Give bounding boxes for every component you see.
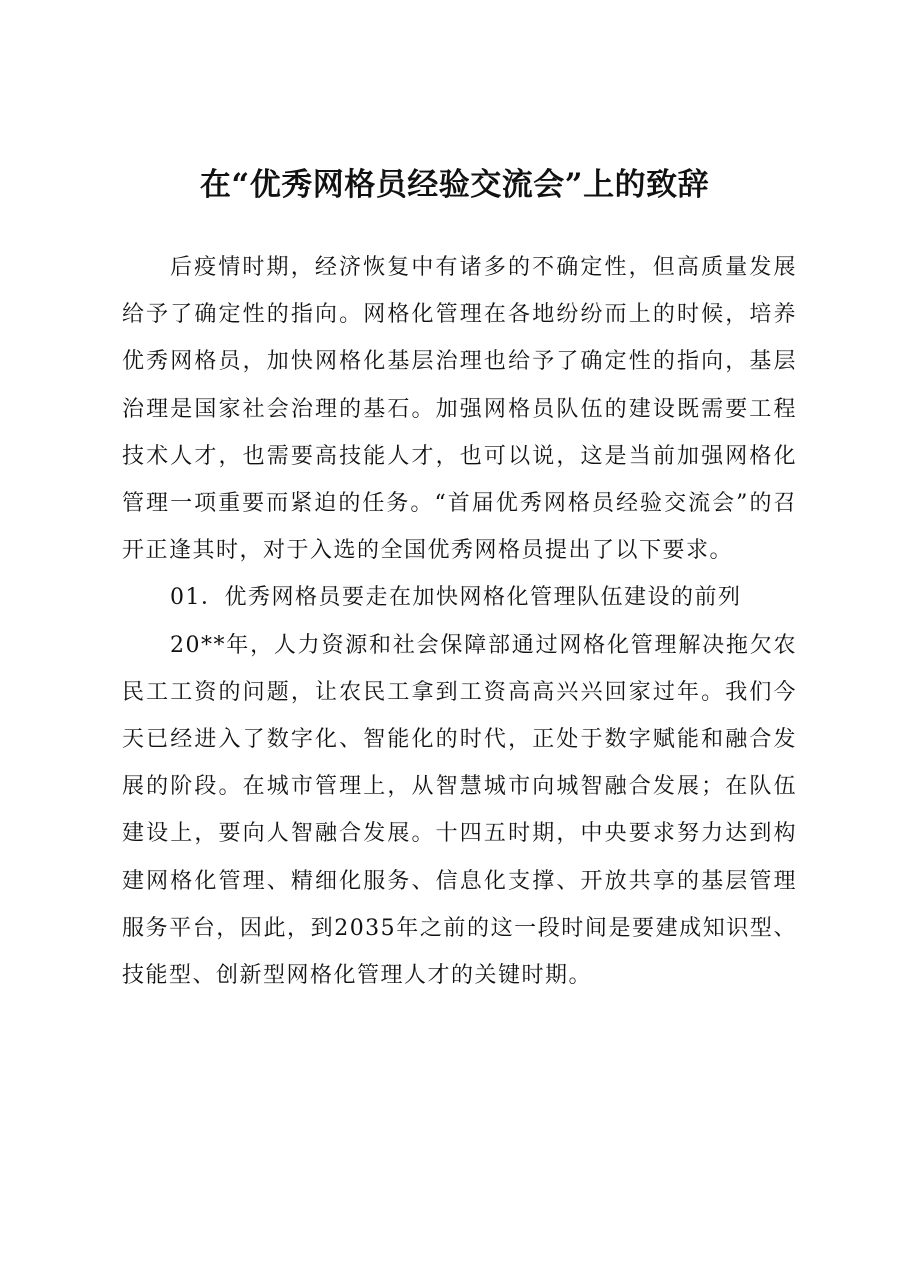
paragraph-section-01: 20**年，人力资源和社会保障部通过网格化管理解决拖欠农民工工资的问题，让农民工拿到工资高高兴兴回家过年。我们今天已经进入了数字化、智能化的时代，正处于数字赋能和融合发展的阶段。在城市管理上，从智慧城市向城智融合发展；在队伍建设上，要向人智融合发展。十四五时期，中央要求努力达到构建网格化管理、精细化服务、信息化支撑、开放共享的基层管理服务平台，因此，到2035年之前的这一段时间是要建成知识型、技能型、创新型网格化管理人才的关键时期。 xyxy=(122,632,797,989)
document-body xyxy=(122,244,797,999)
document-title: 在“优秀网格员经验交流会”上的致辞 xyxy=(199,167,710,203)
paragraph-intro: 后疫情时期，经济恢复中有诸多的不确定性，但高质量发展给予了确定性的指向。网格化管理在各地纷纷而上的时候，培养优秀网格员，加快网格化基层治理也给予了确定性的指向，基层治理是国家社会治理的基石。加强网格员队伍的建设既需要工程技术人才，也需要高技能人才，也可以说，这是当前加强网格化管理一项重要而紧迫的任务。“首届优秀网格员经验交流会”的召开正逢其时，对于入选的全国优秀网格员提出了以下要求。 xyxy=(122,255,797,564)
section-heading-01: 01．优秀网格员要走在加快网格化管理队伍建设的前列 xyxy=(170,585,742,611)
